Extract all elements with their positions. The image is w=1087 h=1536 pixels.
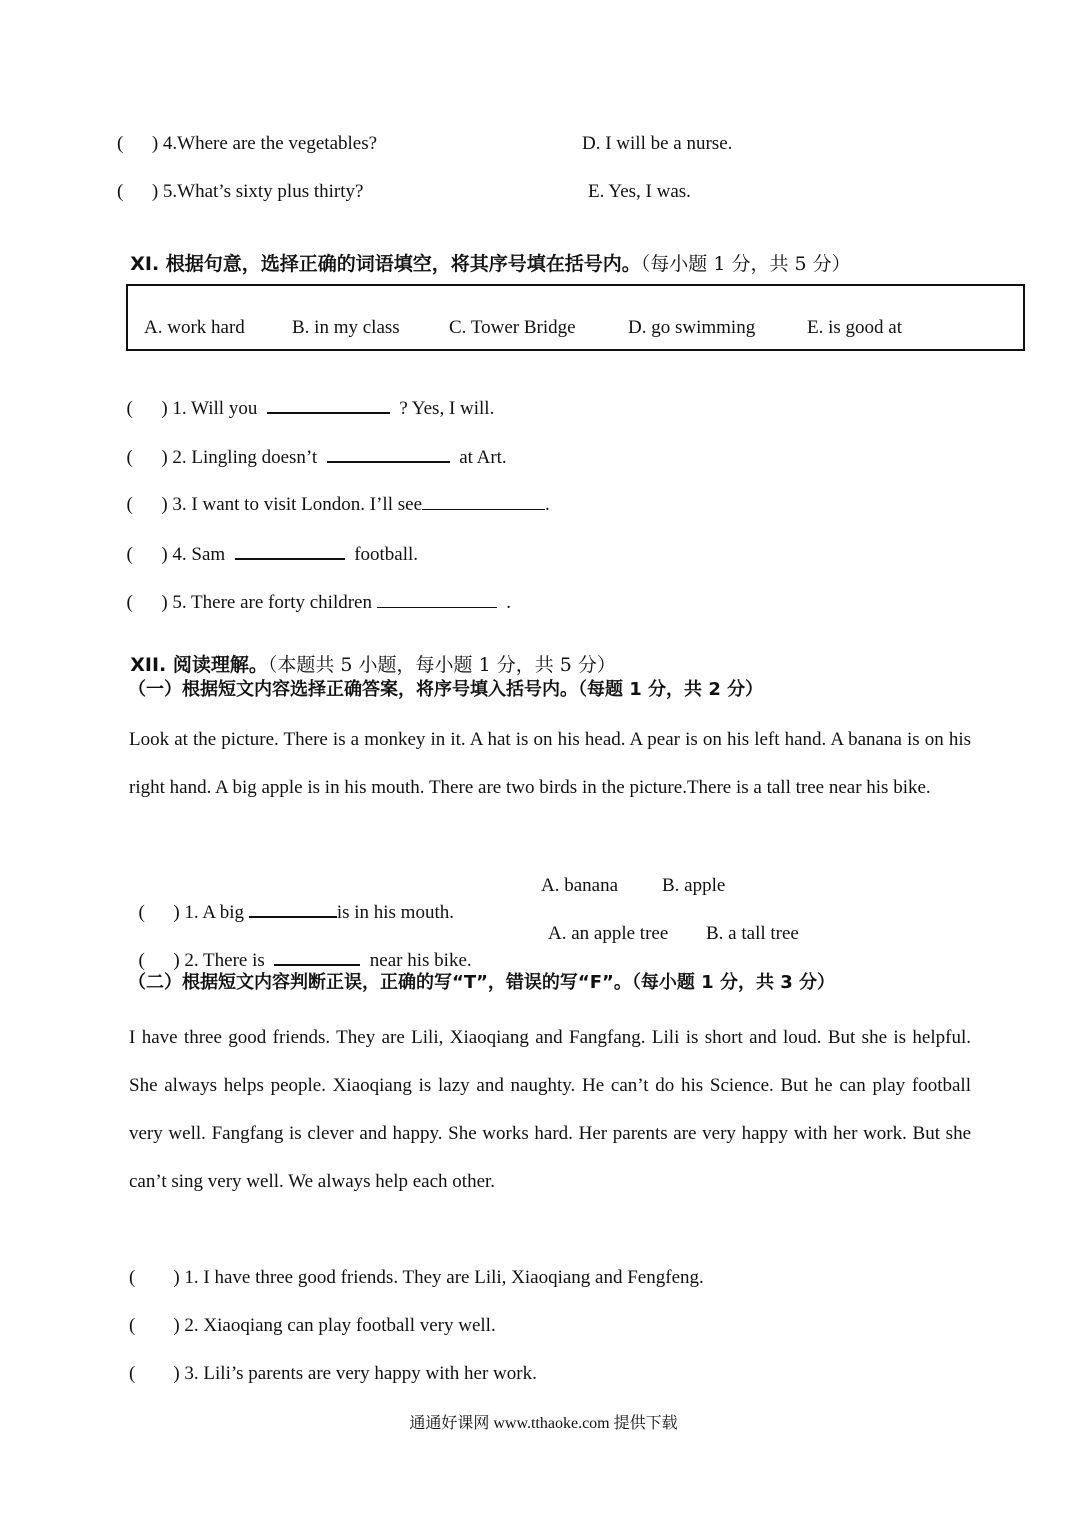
part-1-question-1-pre: ( ) 1. A big — [138, 902, 249, 923]
judge-item-2: ( ) 2. Xiaoqiang can play football very well. — [129, 1315, 496, 1336]
fill-item-3-post: . — [545, 494, 550, 515]
answer-blank[interactable] — [274, 946, 360, 966]
part-1-title: （一）根据短文内容选择正确答案，将序号填入括号内。（每题 1 分，共 2 分） — [128, 679, 764, 700]
fill-item-5-pre: ( ) 5. There are forty children — [126, 592, 377, 613]
part-1-question-2-option-a: A. an apple tree — [548, 923, 669, 944]
word-bank-option-a: A. work hard — [144, 317, 245, 338]
answer-blank[interactable] — [327, 443, 450, 463]
page-footer: 通通好课网 www.tthaoke.com 提供下载 — [409, 1415, 678, 1432]
fill-item-1 — [117, 370, 494, 421]
part-1-question-2 — [129, 922, 472, 973]
fill-item-3-pre: ( ) 3. I want to visit London. I’ll see — [126, 494, 423, 515]
answer-blank[interactable] — [235, 540, 345, 560]
fill-item-5 — [117, 565, 511, 615]
part-1-question-2-pre: ( ) 2. There is — [138, 950, 275, 971]
fill-item-2-pre: ( ) 2. Lingling doesn’t — [126, 447, 327, 468]
section-12-title: XII. 阅读理解。 — [130, 654, 268, 676]
judge-item-1: ( ) 1. I have three good friends. They are Lili, Xiaoqiang and Fengfeng. — [129, 1267, 704, 1288]
fill-item-2 — [117, 419, 507, 470]
part-1-question-1-post: is in his mouth. — [336, 902, 454, 923]
part-1-question-1-option-b: B. apple — [662, 875, 726, 896]
fill-item-3 — [117, 467, 550, 517]
judge-item-3: ( ) 3. Lili’s parents are very happy with her work. — [129, 1363, 537, 1384]
section-12-note: （本题共 5 小题，每小题 1 分，共 5 分） — [267, 654, 616, 676]
section-11-heading — [117, 228, 851, 276]
answer-blank[interactable] — [267, 394, 390, 414]
match-answer-d: D. I will be a nurse. — [582, 133, 733, 154]
fill-item-5-post: . — [496, 592, 511, 613]
section-11-note: （每小题 1 分，共 5 分） — [640, 253, 851, 275]
word-bank-option-b: B. in my class — [292, 317, 400, 338]
part-1-question-2-post: near his bike. — [360, 950, 472, 971]
part-1-question-1-option-a: A. banana — [541, 875, 619, 896]
fill-item-2-post: at Art. — [449, 447, 507, 468]
fill-item-1-post: ? Yes, I will. — [389, 398, 495, 419]
answer-blank[interactable] — [377, 589, 497, 608]
part-2-title: （二）根据短文内容判断正误，正确的写“T”，错误的写“F”。（每小题 1 分，共 3 分） — [128, 972, 836, 993]
match-question-4: ( ) 4.Where are the vegetables? — [117, 133, 378, 154]
section-12-heading — [117, 629, 616, 677]
word-bank-option-e: E. is good at — [807, 317, 902, 338]
section-11-title: XI. 根据句意，选择正确的词语填空，将其序号填在括号内。 — [130, 253, 641, 275]
part-1-question-2-option-b: B. a tall tree — [706, 923, 799, 944]
fill-item-4-post: football. — [344, 544, 419, 565]
fill-item-4-pre: ( ) 4. Sam — [126, 544, 235, 565]
fill-item-1-pre: ( ) 1. Will you — [126, 398, 267, 419]
word-bank-option-c: C. Tower Bridge — [449, 317, 576, 338]
answer-blank[interactable] — [422, 491, 545, 510]
match-answer-e: E. Yes, I was. — [588, 181, 691, 202]
word-bank-option-d: D. go swimming — [628, 317, 756, 338]
answer-blank[interactable] — [249, 898, 337, 918]
match-question-5: ( ) 5.What’s sixty plus thirty? — [117, 181, 364, 202]
part-1-passage: Look at the picture. There is a monkey in it. A hat is on his head. A pear is on his left hand. A banana is on his right hand. A big apple is in his mouth. There are two birds in the picture.There is a tall tree near his bike. — [129, 729, 971, 798]
part-2-passage: I have three good friends. They are Lili, Xiaoqiang and Fangfang. Lili is short and loud. But she is helpful. She always helps people. Xiaoqiang is lazy and naughty. He can’t do his Science. But he can play football very well. Fangfang is clever and happy. She works hard. Her parents are very happy with her work. But she can’t sing very well. We always help each other. — [129, 1027, 971, 1192]
fill-item-4 — [117, 516, 418, 567]
part-1-question-1 — [129, 874, 454, 925]
